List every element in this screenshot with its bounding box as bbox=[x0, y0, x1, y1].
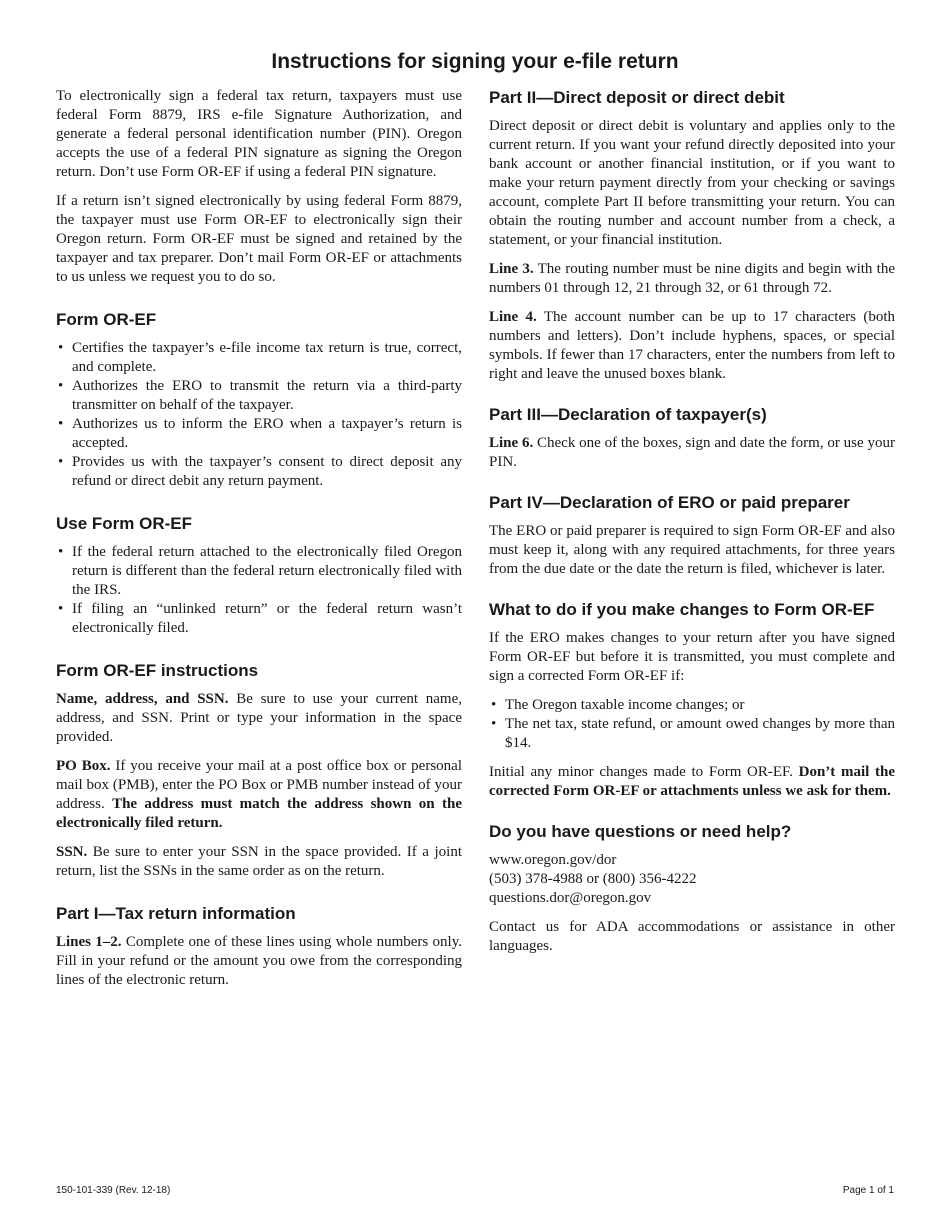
list-item: • Authorizes the ERO to transmit the return via a third-party transmitter on behalf of the taxpayer. bbox=[56, 377, 462, 415]
initial-changes-text: Initial any minor changes made to Form OR-EF. bbox=[489, 764, 799, 780]
right-column bbox=[489, 87, 895, 966]
form-oref-list bbox=[56, 339, 462, 491]
list-item: • If filing an “unlinked return” or the federal return wasn’t electronically filed. bbox=[56, 600, 462, 638]
line-3-text: The routing number must be nine digits and begin with the numbers 01 through 12, 21 through 32, or 61 through 72. bbox=[489, 261, 895, 296]
line-4-text: The account number can be up to 17 characters (both numbers and letters). Don’t include hyphens, spaces, or special symbols. If fewer than 17 characters, enter the numbers from left to right and leave the unused boxes blank. bbox=[489, 309, 895, 382]
page-title: Instructions for signing your e-file return bbox=[271, 50, 679, 73]
form-number: 150-101-339 (Rev. 12-18) bbox=[56, 1185, 171, 1196]
heading-part-1: Part I—Tax return information bbox=[56, 904, 296, 923]
lines-1-2-text: Complete one of these lines using whole numbers only. Fill in your refund or the amount you owe from the corresponding lines of the electronic return. bbox=[56, 934, 462, 988]
line-4-paragraph bbox=[489, 308, 895, 384]
heading-form-instructions: Form OR-EF instructions bbox=[56, 661, 259, 680]
ssn-label: SSN. bbox=[56, 844, 88, 860]
part-4-paragraph: The ERO or paid preparer is required to sign Form OR-EF and also must keep it, along with any required attachments, for three years from the due date or the date the return is filed, whichever is later. bbox=[489, 523, 895, 577]
list-item: • If the federal return attached to the electronically filed Oregon return is different than the federal return electronically filed with the IRS. bbox=[56, 543, 462, 600]
name-address-ssn-text: Be sure to use your current name, address, and SSN. Print or type your information in the space provided. bbox=[56, 691, 462, 745]
part-2-paragraph: Direct deposit or direct debit is voluntary and applies only to the current return. If you want your refund directly deposited into your bank account or another financial institution, or if you want to make your return payment directly from your checking or savings account, complete Part II before transmitting your return. You can obtain the routing number and account number from a check, a statement, or your financial institution. bbox=[489, 118, 895, 248]
phone-text: (503) 378-4988 or (800) 356-4222 bbox=[489, 871, 697, 887]
list-item: • Certifies the taxpayer’s e-file income tax return is true, correct, and complete. bbox=[56, 339, 462, 377]
heading-part-3: Part III—Declaration of taxpayer(s) bbox=[489, 405, 767, 424]
ada-paragraph: Contact us for ADA accommodations or assistance in other languages. bbox=[489, 919, 895, 954]
list-item: • The Oregon taxable income changes; or bbox=[489, 696, 895, 715]
line-4-label: Line 4. bbox=[489, 309, 537, 325]
lines-1-2-paragraph bbox=[56, 933, 462, 990]
list-item: • Provides us with the taxpayer’s consent to direct deposit any refund or direct debit any return payment. bbox=[56, 453, 462, 491]
po-box-paragraph bbox=[56, 757, 462, 833]
name-address-ssn-paragraph bbox=[56, 690, 462, 747]
initial-changes-paragraph bbox=[489, 763, 895, 801]
po-box-label: PO Box. bbox=[56, 758, 111, 774]
changes-list bbox=[489, 696, 895, 753]
left-column bbox=[56, 87, 462, 1000]
line-3-paragraph bbox=[489, 260, 895, 298]
name-address-ssn-label: Name, address, and SSN. bbox=[56, 691, 229, 707]
list-item: • Authorizes us to inform the ERO when a taxpayer’s return is accepted. bbox=[56, 415, 462, 453]
contact-block bbox=[489, 851, 895, 908]
email-text: questions.dor@oregon.gov bbox=[489, 890, 652, 906]
changes-paragraph: If the ERO makes changes to your return after you have signed Form OR-EF but before it is transmitted, you must complete and sign a corrected Form OR-EF if: bbox=[489, 630, 895, 684]
line-6-paragraph bbox=[489, 434, 895, 472]
use-form-list bbox=[56, 543, 462, 638]
ssn-paragraph bbox=[56, 843, 462, 881]
lines-1-2-label: Lines 1–2. bbox=[56, 934, 122, 950]
line-6-label: Line 6. bbox=[489, 435, 534, 451]
heading-part-4: Part IV—Declaration of ERO or paid preparer bbox=[489, 493, 850, 512]
page-number: Page 1 of 1 bbox=[842, 1185, 894, 1196]
initial-changes-bold: Don’t mail the corrected Form OR-EF or attachments unless we ask for them. bbox=[489, 764, 895, 799]
list-item: • The net tax, state refund, or amount owed changes by more than $14. bbox=[489, 715, 895, 753]
po-box-text: If you receive your mail at a post office box or personal mail box (PMB), enter the PO Box or PMB number instead of your address. bbox=[56, 758, 462, 812]
line-6-text: Check one of the boxes, sign and date the form, or use your PIN. bbox=[489, 435, 895, 470]
heading-form-oref: Form OR-EF bbox=[56, 310, 157, 329]
heading-help: Do you have questions or need help? bbox=[489, 822, 792, 841]
heading-changes: What to do if you make changes to Form OR-EF bbox=[489, 600, 875, 619]
ssn-text: Be sure to enter your SSN in the space provided. If a joint return, list the SSNs in the same order as on the return. bbox=[56, 844, 462, 879]
intro-paragraph-2: If a return isn’t signed electronically by using federal Form 8879, the taxpayer must use Form OR-EF to electronically sign their Oregon return. Form OR-EF must be signed and retained by the taxpayer and tax preparer. Don’t mail Form OR-EF or attachments to us unless we request you to do so. bbox=[56, 193, 462, 285]
website-text: www.oregon.gov/dor bbox=[489, 852, 617, 868]
po-box-bold-note: The address must match the address shown on the electronically filed return. bbox=[56, 796, 462, 831]
intro-paragraph-1: To electronically sign a federal tax return, taxpayers must use federal Form 8879, IRS e-file Signature Authorization, and generate a federal personal identification number (PIN). Oregon accepts the use of a federal PIN signature as signing the Oregon return. Don’t use Form OR-EF if using a federal PIN signature. bbox=[56, 88, 462, 180]
heading-use-form-oref: Use Form OR-EF bbox=[56, 514, 193, 533]
line-3-label: Line 3. bbox=[489, 261, 534, 277]
heading-part-2: Part II—Direct deposit or direct debit bbox=[489, 88, 785, 107]
